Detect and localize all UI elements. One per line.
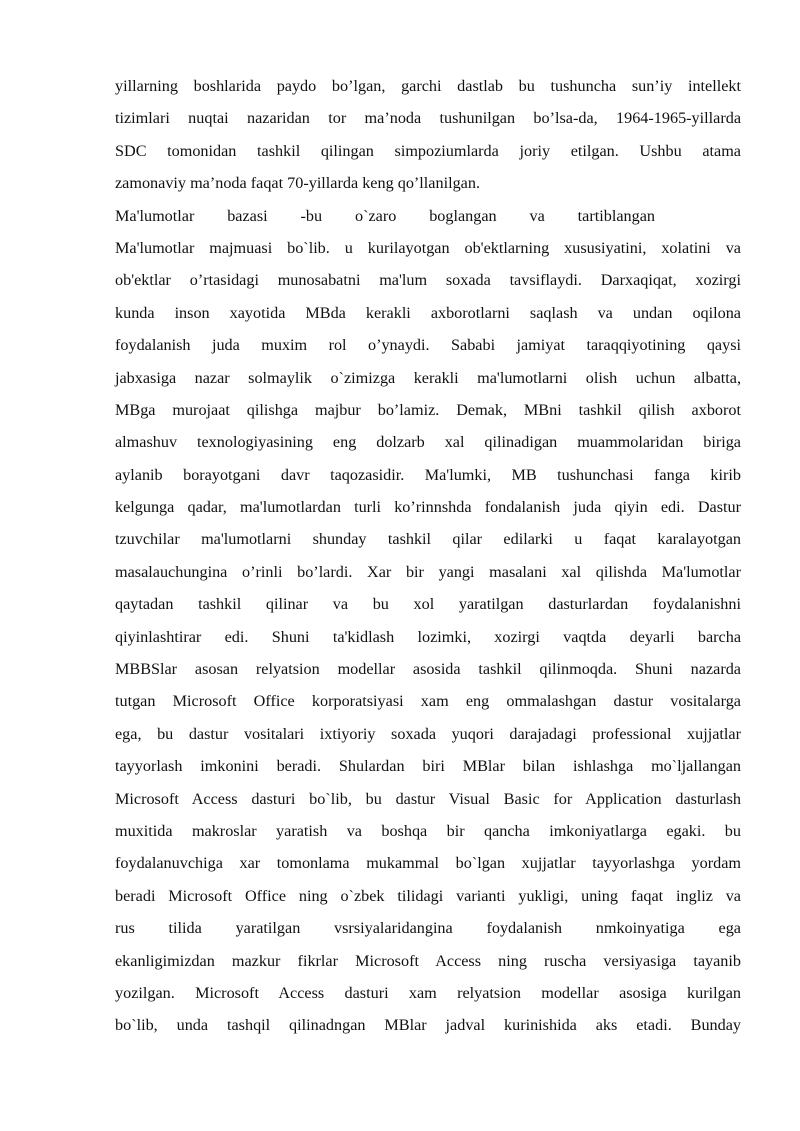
text-line: aylanib borayotgani davr taqozasidir. Ma'lumki, MB tushunchasi fanga kirib bbox=[115, 465, 741, 484]
text-line: bo`lib, unda tashqil qilinadngan MBlar jadval kurinishida aks etadi. Bunday bbox=[115, 1016, 741, 1035]
text-line: rus tilida yaratilgan vsrsiyalaridangina foydalanish nmkoinyatiga ega bbox=[115, 919, 741, 938]
text-line: kunda inson xayotida MBda kerakli axborotlarni saqlash va undan oqilona bbox=[115, 303, 741, 322]
text-line: yillarning boshlarida paydo bo’lgan, garchi dastlab bu tushuncha sun’iy intellekt bbox=[115, 77, 741, 95]
text-line: yozilgan. Microsoft Access dasturi xam relyatsion modellar asosiga kurilgan bbox=[115, 983, 741, 1002]
text-line: foydalanuvchiga xar tomonlama mukammal bo`lgan xujjatlar tayyorlashga yordam bbox=[115, 854, 741, 873]
text-line: tayyorlash imkonini beradi. Shulardan biri MBlar bilan ishlashga mo`ljallangan bbox=[115, 757, 741, 776]
text-line: SDC tomonidan tashkil qilingan simpoziumlarda joriy etilgan. Ushbu atama bbox=[115, 141, 741, 160]
text-line: tzuvchilar ma'lumotlarni shunday tashkil qilar edilarki u faqat karalayotgan bbox=[115, 530, 741, 549]
text-line: foydalanish juda muxim rol o’ynaydi. Sababi jamiyat taraqqiyotining qaysi bbox=[115, 336, 741, 355]
text-line: qiyinlashtirar edi. Shuni ta'kidlash lozimki, xozirgi vaqtda deyarli barcha bbox=[115, 627, 741, 646]
text-line: beradi Microsoft Office ning o`zbek tilidagi varianti yukligi, uning faqat ingliz va bbox=[115, 886, 741, 905]
text-line: Ma'lumotlar bazasi -bu o`zaro boglangan va tartiblangan bbox=[115, 206, 655, 225]
text-line: zamonaviy ma’noda faqat 70-yillarda keng qo’llanilgan. bbox=[115, 174, 480, 193]
body-text bbox=[115, 70, 741, 1042]
text-line: ob'ektlar o’rtasidagi munosabatni ma'lum soxada tavsiflaydi. Darxaqiqat, xozirgi bbox=[115, 271, 741, 290]
text-line: tizimlari nuqtai nazaridan tor ma’noda tushunilgan bo’lsa-da, 1964-1965-yillarda bbox=[115, 109, 741, 128]
text-line: masalauchungina o’rinli bo’lardi. Xar bir yangi masalani xal qilishda Ma'lumotlar bbox=[115, 562, 741, 581]
text-line: almashuv texnologiyasining eng dolzarb xal qilinadigan muammolaridan biriga bbox=[115, 433, 741, 452]
text-line: Microsoft Access dasturi bo`lib, bu dastur Visual Basic for Application dasturlash bbox=[115, 789, 741, 808]
text-line: qaytadan tashkil qilinar va bu xol yaratilgan dasturlardan foydalanishni bbox=[115, 595, 741, 614]
text-line: tutgan Microsoft Office korporatsiyasi xam eng ommalashgan dastur vositalarga bbox=[115, 692, 741, 711]
text-line: ekanligimizdan mazkur fikrlar Microsoft Access ning ruscha versiyasiga tayanib bbox=[115, 951, 741, 970]
text-line: jabxasiga nazar solmaylik o`zimizga kerakli ma'lumotlarni olish uchun albatta, bbox=[115, 368, 741, 387]
text-line: Ma'lumotlar majmuasi bo`lib. u kurilayotgan ob'ektlarning xususiyatini, xolatini va bbox=[115, 238, 741, 257]
text-line: kelgunga qadar, ma'lumotlardan turli ko’rinnshda fondalanish juda qiyin edi. Dastur bbox=[115, 498, 741, 517]
text-line: muxitida makroslar yaratish va boshqa bir qancha imkoniyatlarga egaki. bu bbox=[115, 821, 741, 840]
text-line: ega, bu dastur vositalari ixtiyoriy soxada yuqori darajadagi professional xujjatlar bbox=[115, 724, 741, 743]
text-line: MBga murojaat qilishga majbur bo’lamiz. Demak, MBni tashkil qilish axborot bbox=[115, 400, 741, 419]
text-line: MBBSlar asosan relyatsion modellar asosida tashkil qilinmoqda. Shuni nazarda bbox=[115, 660, 741, 679]
